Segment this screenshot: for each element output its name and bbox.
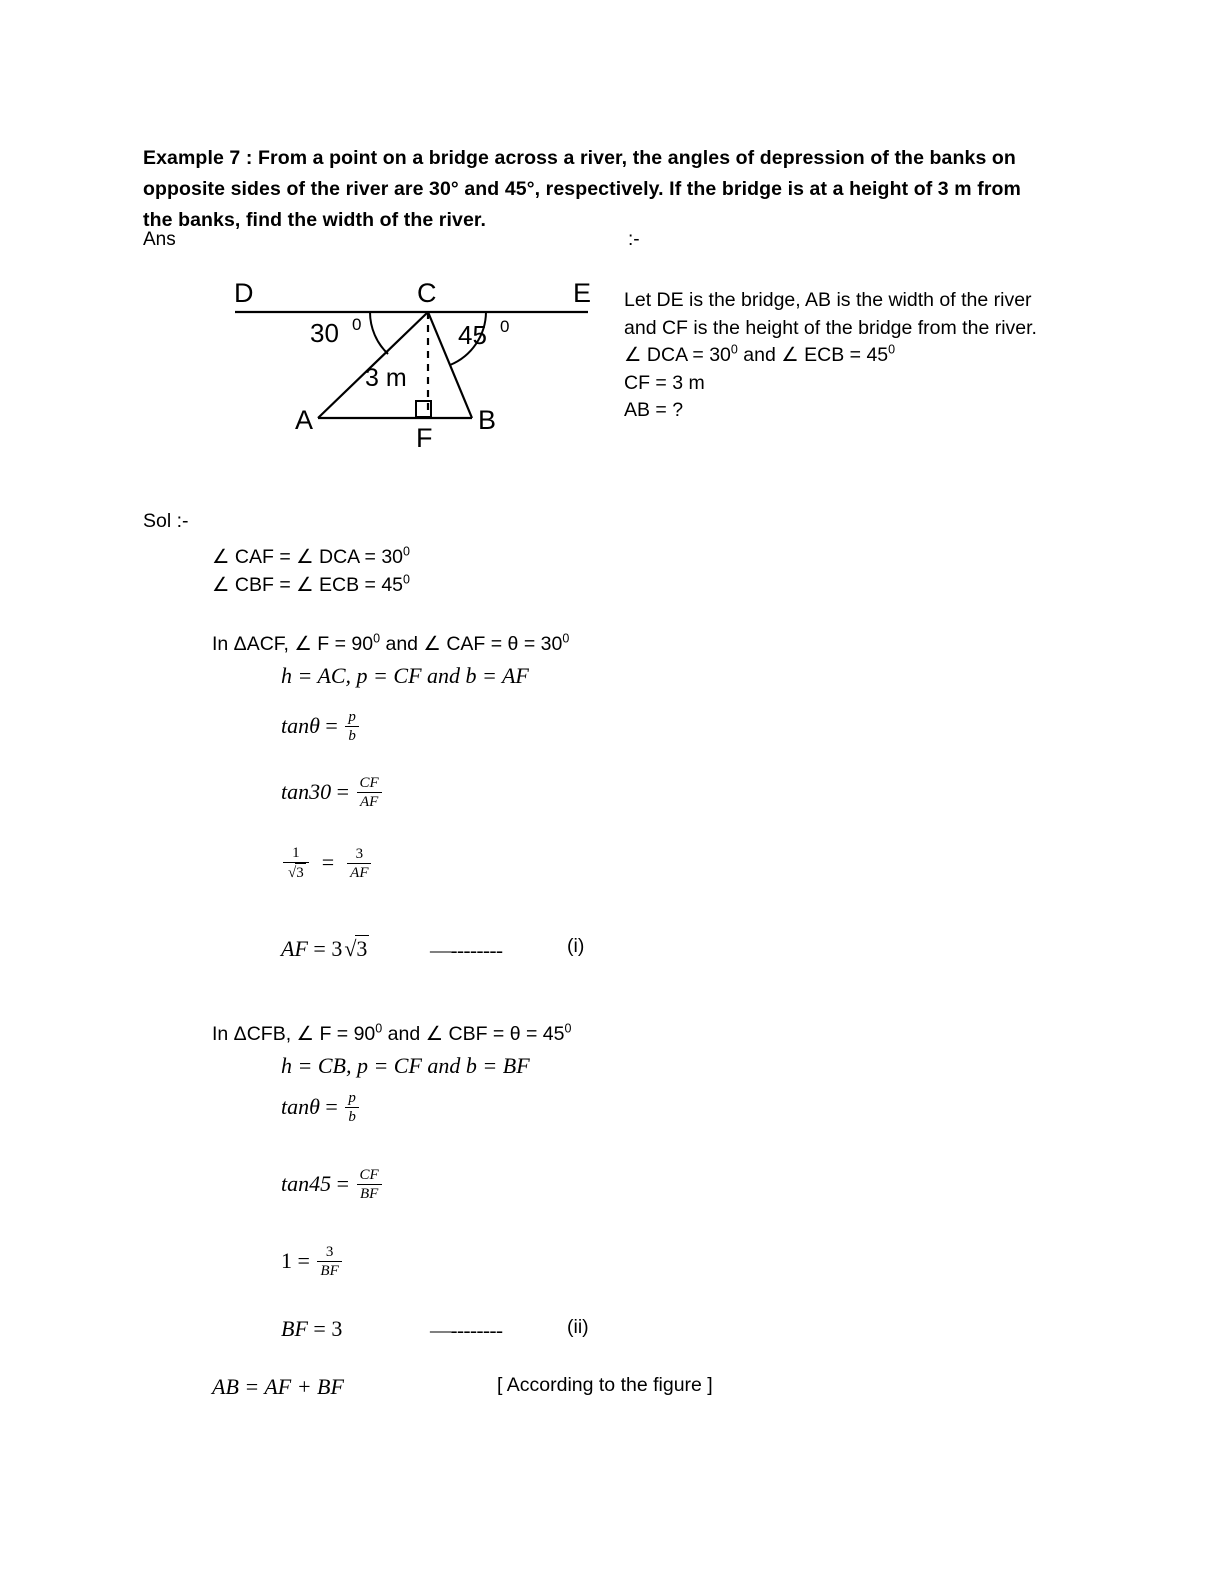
triangle2-tan45-equation: [281, 1168, 384, 1204]
triangle2-assignments: h = CB, p = CF and b = BF: [281, 1053, 530, 1078]
radical-sign-lhs: √: [288, 865, 297, 881]
note-angle-dca-sup: 0: [730, 342, 738, 357]
triangle2-equals-4: =: [313, 1316, 326, 1341]
label-B: B: [478, 405, 497, 435]
triangle2-one-lhs: 1: [281, 1248, 292, 1274]
note-angle-ecb-sup: 0: [888, 342, 896, 357]
solution-angle-cbf-sup: 0: [403, 572, 410, 587]
triangle2-fraction-three-bf: [317, 1244, 341, 1280]
triangle2-one-equation: [281, 1245, 344, 1281]
angle-arc-30: [370, 312, 388, 354]
answer-label: Ans: [143, 229, 176, 250]
note-line-cf: CF = 3 m: [624, 371, 705, 394]
angle-label-45: 45: [458, 320, 487, 350]
label-C: C: [417, 278, 437, 308]
triangle2-frac-den-bf-2: BF: [320, 1263, 339, 1279]
triangle2-frac-den-bf: BF: [359, 1186, 379, 1202]
triangle1-equals-2: =: [336, 779, 350, 805]
triangle1-frac-den-af-2: AF: [350, 864, 369, 881]
triangle1-tan30-equation: [281, 776, 384, 812]
solution-angle-caf: [212, 545, 410, 569]
label-A: A: [295, 405, 314, 435]
triangle1-tan-theta: tanθ: [281, 713, 320, 739]
triangle2-frac-num-cf: CF: [357, 1167, 382, 1185]
angle-label-30-superscript: 0: [352, 315, 362, 334]
solution-angle-caf-sup: 0: [403, 544, 410, 559]
triangle1-heading-pre: In ΔACF, ∠ F = 90: [212, 633, 374, 655]
triangle1-frac-num-one: 1: [283, 845, 309, 863]
triangle1-assignments: h = AC, p = CF and b = AF: [281, 663, 529, 688]
triangle2-tan-theta-formula: [281, 1091, 361, 1127]
triangle1-frac-den-root3: [283, 863, 309, 882]
note-line-ab: AB = ?: [624, 399, 684, 421]
angle-label-30: 30: [310, 318, 339, 348]
triangle1-tan30: tan30: [281, 779, 332, 805]
triangle1-frac-den-af: AF: [359, 794, 379, 810]
radicand-lhs: 3: [296, 865, 304, 881]
triangle1-fraction-cf-af: [357, 775, 382, 811]
answer-colon: :-: [628, 229, 640, 250]
triangle2-frac-den-b: b: [348, 1109, 356, 1125]
triangle1-result-lhs: AF: [281, 936, 308, 961]
note-line-1: Let DE is the bridge, AB is the width of the river and CF is the height of the bridge from the river.: [624, 289, 1037, 339]
triangle2-fraction-cf-bf: [357, 1167, 382, 1203]
equation-i-number: (i): [567, 935, 585, 957]
solution-label: Sol :-: [143, 510, 189, 532]
radical-sign-result: √: [344, 936, 357, 961]
triangle1-equals-3: =: [321, 849, 335, 875]
triangle1-heading: [212, 632, 569, 656]
triangle2-equals-2: =: [336, 1171, 350, 1197]
equation-ii-number: (ii): [567, 1316, 589, 1338]
final-expression: AB = AF + BF: [212, 1374, 344, 1399]
note-line-angles: [624, 342, 1054, 370]
triangle1-frac-num-p: p: [345, 709, 359, 727]
equation-i-dash: —--------: [430, 938, 503, 962]
label-E: E: [573, 278, 592, 308]
triangle1-fraction-pb: [345, 709, 359, 745]
triangle1-frac-den-b: b: [348, 728, 356, 744]
triangle2-frac-num-p: p: [345, 1090, 359, 1108]
triangle2-fraction-pb: [345, 1090, 359, 1126]
triangle2-heading-sup2: 0: [564, 1021, 572, 1036]
triangle1-frac-num-three: 3: [347, 846, 371, 864]
triangle2-heading-mid: and ∠ CBF = θ = 45: [382, 1023, 565, 1045]
triangle1-heading-mid: and ∠ CAF = θ = 30: [380, 633, 563, 655]
height-label: 3 m: [365, 364, 407, 392]
solution-angle-cbf-text: ∠ CBF = ∠ ECB = 45: [212, 574, 404, 596]
equation-ii-dash: —--------: [430, 1318, 503, 1342]
triangle2-frac-num-three: 3: [317, 1244, 341, 1262]
solution-angle-caf-text: ∠ CAF = ∠ DCA = 30: [212, 546, 404, 568]
geometry-diagram: [210, 272, 610, 457]
diagram-svg: [210, 272, 610, 457]
radicand-result: 3: [356, 936, 368, 961]
label-F: F: [416, 423, 433, 453]
label-D: D: [234, 278, 254, 308]
triangle1-fraction-one-root3: [283, 845, 309, 882]
question-text: Example 7 : From a point on a bridge across a river, the angles of depression of the banks on opposite sides of the river are 30° and 45°, respectively. If the bridge is at a height of 3 m from the banks, find the width of the river.: [143, 147, 1021, 231]
triangle1-root3-equation: [281, 846, 373, 883]
triangle2-heading-sup1: 0: [375, 1021, 383, 1036]
triangle2-heading-pre: In ΔCFB, ∠ F = 90: [212, 1023, 376, 1045]
triangle2-result-rhs: 3: [331, 1316, 343, 1341]
triangle1-equals-4: =: [313, 936, 326, 961]
triangle2-equals-1: =: [325, 1094, 338, 1120]
angle-label-45-superscript: 0: [500, 317, 510, 336]
triangle1-heading-sup1: 0: [373, 631, 381, 646]
triangle2-tan45: tan45: [281, 1171, 332, 1197]
triangle2-result-lhs: BF: [281, 1316, 308, 1341]
note-angle-dca: ∠ DCA = 30: [624, 344, 731, 366]
triangle2-result: [281, 1316, 342, 1342]
triangle2-tan-theta: tanθ: [281, 1094, 320, 1120]
sqrt-icon-3-lhs: [286, 863, 306, 882]
solution-angle-cbf: [212, 573, 410, 597]
triangle1-frac-num-cf: CF: [357, 775, 382, 793]
triangle1-equals-1: =: [325, 713, 338, 739]
triangle1-tan-theta-formula: [281, 710, 361, 746]
triangle2-equals-3: =: [297, 1248, 310, 1274]
final-note: [ According to the figure ]: [497, 1374, 713, 1396]
triangle2-heading: [212, 1022, 571, 1046]
sqrt-icon-3-result: [342, 935, 369, 962]
triangle1-result-coeff: 3: [331, 936, 343, 961]
given-notes: [624, 287, 1054, 425]
triangle1-fraction-three-af: [347, 846, 371, 882]
triangle1-result: [281, 935, 369, 962]
note-angle-ecb: and ∠ ECB = 45: [737, 344, 889, 366]
triangle1-heading-sup2: 0: [562, 631, 570, 646]
